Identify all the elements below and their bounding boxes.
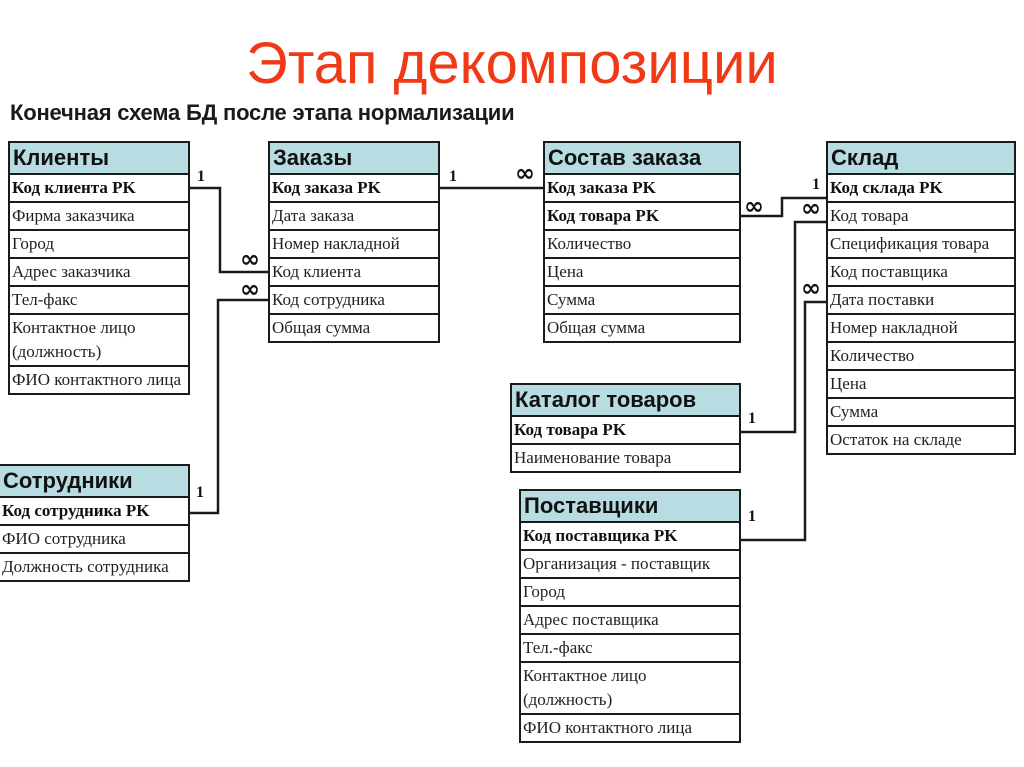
field: Спецификация товара xyxy=(828,231,1014,259)
entity-employees[interactable] xyxy=(0,464,190,582)
entity-header: Клиенты xyxy=(10,143,188,175)
cardinality-many: ∞ xyxy=(801,194,821,222)
field: Фирма заказчика xyxy=(10,203,188,231)
page-title: Этап декомпозиции xyxy=(246,31,778,96)
field: Код товара xyxy=(828,203,1014,231)
cardinality-one: 1 xyxy=(748,508,756,525)
field: ФИО контактного лица xyxy=(12,370,181,389)
entity-clients[interactable] xyxy=(8,141,190,395)
field-pk: Код заказа PK xyxy=(545,175,739,203)
cardinality-many: ∞ xyxy=(240,245,260,273)
field: Адрес поставщика xyxy=(521,607,739,635)
field-pk: Код заказа PK xyxy=(270,175,438,203)
field: Дата поставки xyxy=(828,287,1014,315)
entity-header: Сотрудники xyxy=(0,466,188,498)
field: Сумма xyxy=(545,287,739,315)
field: Город xyxy=(10,231,188,259)
cardinality-one: 1 xyxy=(197,168,205,185)
entity-header: Заказы xyxy=(270,143,438,175)
field: Общая сумма xyxy=(547,318,646,337)
field-pk: Код склада PK xyxy=(828,175,1014,203)
field: Остаток на складе xyxy=(830,430,962,449)
relation-employees-orders xyxy=(188,300,270,513)
field-pk: Код товара PK xyxy=(512,417,739,445)
field: Цена xyxy=(828,371,1014,399)
entity-order-items[interactable] xyxy=(543,141,741,343)
field: ФИО сотрудника xyxy=(0,526,188,554)
field: Количество xyxy=(828,343,1014,371)
field-pk: Код сотрудника PK xyxy=(0,498,188,526)
page-subtitle: Конечная схема БД после этапа нормализации xyxy=(10,100,515,125)
field: Цена xyxy=(545,259,739,287)
field: Номер накладной xyxy=(828,315,1014,343)
cardinality-one: 1 xyxy=(812,176,820,193)
relation-catalog-warehouse xyxy=(739,222,828,432)
field: Город xyxy=(521,579,739,607)
field: Код сотрудника xyxy=(270,287,438,315)
field: Код клиента xyxy=(270,259,438,287)
field: Наименование товара xyxy=(514,448,672,467)
field: Количество xyxy=(545,231,739,259)
field: Контактное лицо (должность) xyxy=(10,315,188,367)
cardinality-many: ∞ xyxy=(801,274,821,302)
field: Адрес заказчика xyxy=(10,259,188,287)
field-pk: Код клиента PK xyxy=(10,175,188,203)
cardinality-many: ∞ xyxy=(240,275,260,303)
field: ФИО контактного лица xyxy=(523,718,692,737)
field-pk: Код поставщика PK xyxy=(521,523,739,551)
cardinality-many: ∞ xyxy=(744,192,764,220)
entity-header: Поставщики xyxy=(521,491,739,523)
entity-warehouse[interactable] xyxy=(826,141,1016,455)
field: Тел.-факс xyxy=(521,635,739,663)
field: Общая сумма xyxy=(272,318,371,337)
entity-header: Состав заказа xyxy=(545,143,739,175)
cardinality-many: ∞ xyxy=(515,159,535,187)
field: Номер накладной xyxy=(270,231,438,259)
entity-header: Каталог товаров xyxy=(512,385,739,417)
field: Контактное лицо (должность) xyxy=(521,663,739,715)
field: Тел-факс xyxy=(10,287,188,315)
cardinality-one: 1 xyxy=(196,484,204,501)
entity-header: Склад xyxy=(828,143,1014,175)
field: Должность сотрудника xyxy=(2,557,169,576)
field: Код поставщика xyxy=(828,259,1014,287)
entity-suppliers[interactable] xyxy=(519,489,741,743)
field-pk: Код товара PK xyxy=(545,203,739,231)
cardinality-one: 1 xyxy=(748,410,756,427)
cardinality-one: 1 xyxy=(449,168,457,185)
field: Дата заказа xyxy=(270,203,438,231)
entity-catalog[interactable] xyxy=(510,383,741,473)
field: Сумма xyxy=(828,399,1014,427)
field: Организация - поставщик xyxy=(521,551,739,579)
entity-orders[interactable] xyxy=(268,141,440,343)
